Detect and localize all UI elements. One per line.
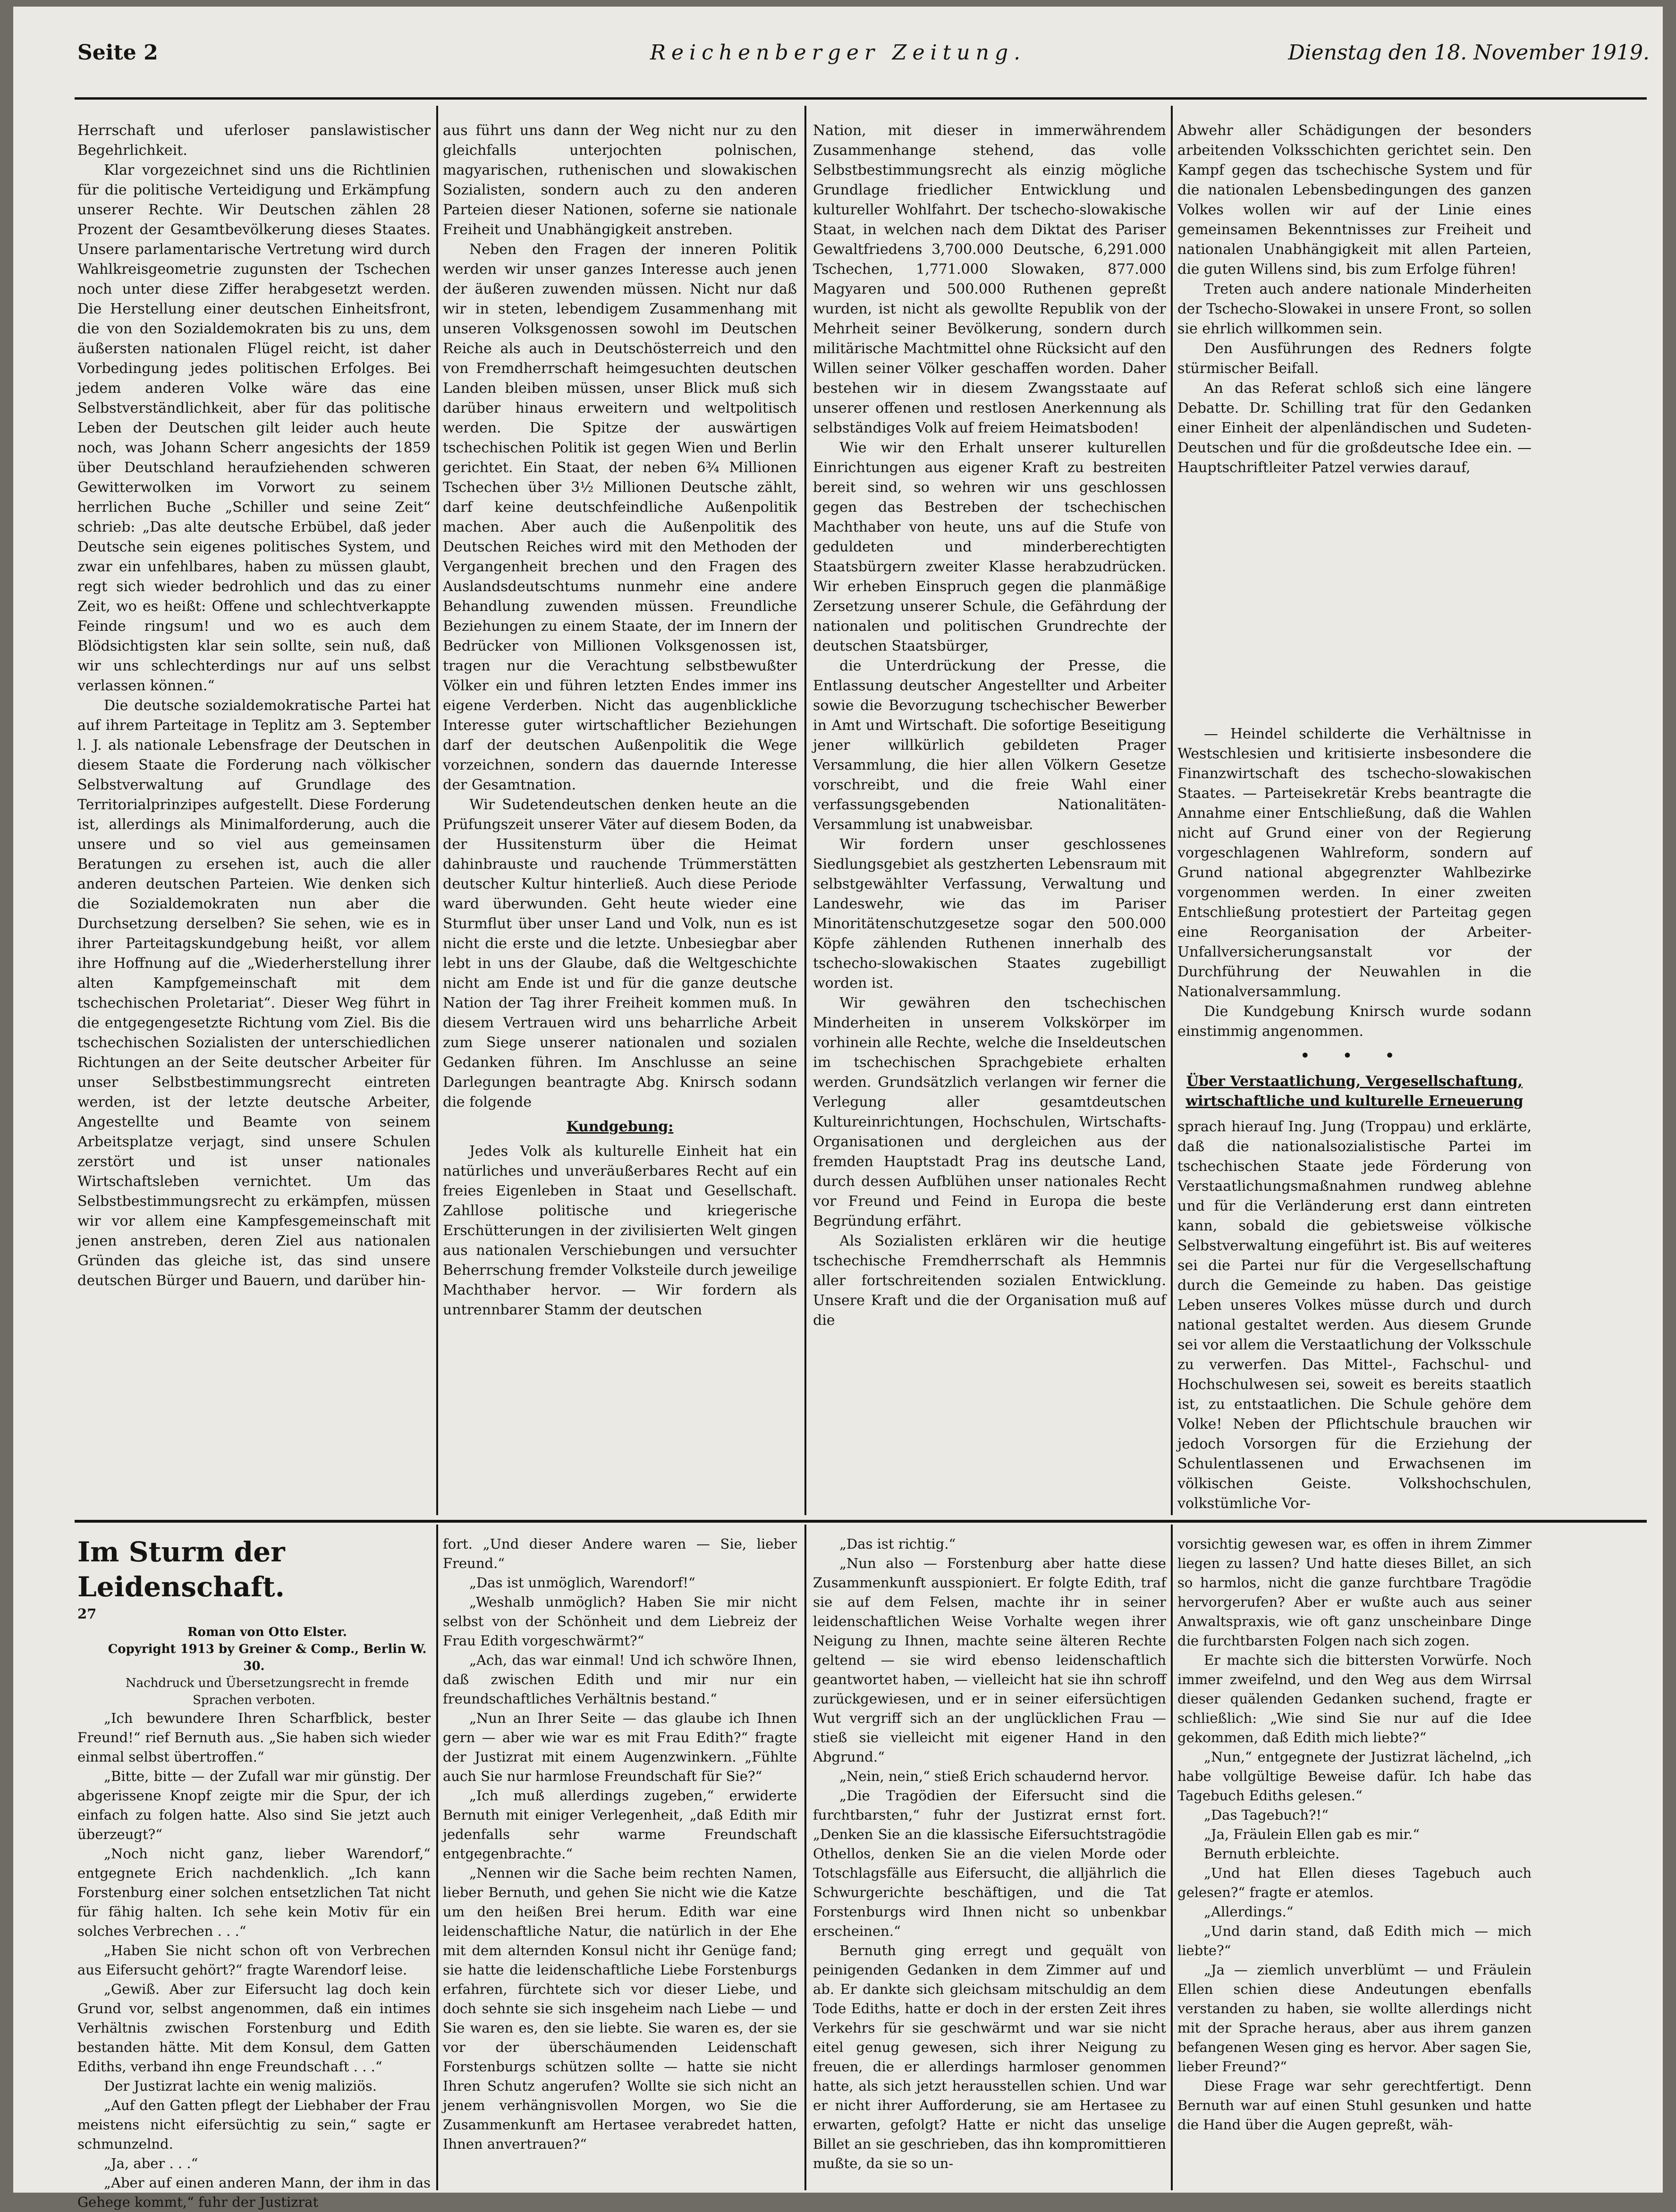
- paragraph: Wir fordern unser geschlossenes Siedlungsgebiet als gestzherten Lebensraum mit selbstgewählter Verfassung, Verwaltung und Landeswehr, wie das im Pariser Minoritätenschutzgesetze sogar den 500.000 Köpfe zählenden Ruthenen innerhalb des tschecho-slowakischen Staates zugebilligt worden ist.: [813, 836, 1166, 992]
- column-divider: [1171, 1525, 1173, 2190]
- paragraph: Nation, mit dieser in immerwährendem Zusammenhange stehend, das volle Selbstbestimmungsrecht als einzig mögliche Grundlage friedlicher Entwicklung und kultureller Wohlfahrt. Der tschecho-slowakische Staat, in welchen nach dem Diktat des Pariser Gewaltfriedens 3,700.000 Deutsche, 6,291.000 Tschechen, 1,771.000 Slowaken, 877.000 Magyaren und 500.000 Ruthenen gepreßt wurden, ist nicht als gewollte Republik von der Mehrheit seiner Bevölkerung, sondern durch militärische Machtmittel ohne Rücksicht auf den Willen seiner Völker geschaffen worden. Daher bestehen wir in diesem Zwangsstaate auf unserer offenen und restlosen Anerkennung als selbständiges Volk auf freiem Heimatsboden!: [813, 122, 1166, 436]
- section-heading: Über Verstaatlichung, Vergesellschaftung, wirtschaftliche und kulturelle Erneuerung: [1185, 1073, 1524, 1110]
- serial-column-1: [77, 1534, 431, 2210]
- column-divider: [436, 106, 438, 1515]
- paragraph: Neben den Fragen der inneren Politik werden wir unser ganzes Interesse auch jenen der äußeren zuwenden müssen. Nicht nur daß wir in steten, lebendigem Zusammenhang mit unseren Volksgenossen sowohl im Deutschen Reiche als auch in Deutschösterreich und den von Fremdherrschaft heimgesuchten deutschen Landen bleiben müssen, unser Blick muß sich darüber hinaus erweitern und weltpolitisch werden. Die Spitze der auswärtigen tschechischen Politik ist gegen Wien und Berlin gerichtet. Ein Staat, der neben 6¾ Millionen Tschechen über 3½ Millionen Deutsche zählt, darf keine deutschfeindliche Außenpolitik machen. Aber auch die Außenpolitik des Deutschen Reiches wird mit den Methoden der Vergangenheit brechen und den Fragen des Auslandsdeutschtums nunmehr eine andere Behandlung zuwenden müssen. Freundliche Beziehungen zu einem Staate, der im Innern der Bedrücker von Millionen Volksgenossen ist, tragen nur die Verachtung selbstbewußter Völker ein und führen letzten Endes immer ins eigene Verderben. Nicht das augenblickliche Interesse guter wirtschaftlicher Beziehungen darf der deutschen Außenpolitik die Wege vorzeichnen, sondern das dauernde Interesse der Gesamtnation.: [443, 241, 797, 793]
- paragraph: Klar vorgezeichnet sind uns die Richtlinien für die politische Verteidigung und Erkämpfung unserer Rechte. Wir Deutschen zählen 28 Prozent der Gesamtbevölkerung dieses Staates. Unsere parlamentarische Vertretung wird durch Wahlkreisgeometrie zugunsten der Tschechen noch unter diese Ziffer herabgesetzt werden. Die Herstellung einer deutschen Einheitsfront, die von den Sozialdemokraten bis zu uns, dem äußersten nationalen Flügel reicht, ist daher Vorbedingung jedes politischen Erfolges. Bei jedem anderen Volke wäre das eine Selbstverständlichkeit, aber für das politische Leben der Deutschen gilt leider auch heute noch, was Johann Scherr angesichts der 1859 über Deutschland heraufziehenden schweren Gewitterwolken im Vorwort zu seinem herrlichen Buche „Schiller und seine Zeit“ schrieb: „Das alte deutsche Erbübel, daß jeder Deutsche sein eigenes politisches System, und zwar ein unfehlbares, haben zu müssen glaubt, regt sich wieder bedrohlich und das zu einer Zeit, wo es heißt: Offene und schlechtverkappte Feinde ringsum! und wo es auch dem Blödsichtigsten klar sein sollte, sein nuß, daß wir uns schlechterdings nur auf uns selbst verlassen können.“: [77, 162, 431, 694]
- paragraph: „Und darin stand, daß Edith mich — mich liebte?“: [1177, 1923, 1532, 1958]
- paragraph: „Gewiß. Aber zur Eifersucht lag doch kein Grund vor, selbst angenommen, daß ein intimes Verhältnis zwischen Forstenburg und Edith bestanden hätte. Mit dem Konsul, dem Gatten Ediths, verband ihn enge Freundschaft . . .“: [77, 1981, 431, 2075]
- paragraph: „Nun,“ entgegnete der Justizrat lächelnd, „ich habe vollgültige Beweise dafür. Ich habe das Tagebuch Ediths gelesen.“: [1177, 1749, 1532, 1804]
- installment-number: 27: [77, 1606, 97, 1622]
- paragraph: Der Justizrat lachte ein wenig maliziös.: [104, 2078, 377, 2094]
- rights-notice: Nachdruck und Übersetzungsrecht in fremde Sprachen verboten.: [125, 1676, 409, 1707]
- paragraph: Die Kundgebung Knirsch wurde sodann einstimmig angenommen.: [1177, 1003, 1532, 1040]
- paragraph: Wir gewähren den tschechischen Minderheiten in unserem Volkskörper im vorhinein alle Rechte, welche die Inseldeutschen im tschechischen Sprachgebiete erhalten werden. Grundsätzlich verlangen wir ferner die Verlegung aller gesamtdeutschen Kultureinrichtungen, Hochschulen, Wirtschafts-Organisationen und dergleichen aus der fremden Hauptstadt Prag ins deutsche Land, durch dessen Aufblühen unser nationales Recht vor Freund und Feind in Europa die beste Begründung erfährt.: [813, 995, 1166, 1229]
- paragraph: Die deutsche sozialdemokratische Partei hat auf ihrem Parteitage in Teplitz am 3. September l. J. als nationale Lebensfrage der Deutschen in diesem Staate die Forderung nach völkischer Selbstverwaltung auf Grundlage des Territorialprinzipes aufgestellt. Diese Forderung ist, allerdings als Minimalforderung, auch die unsere und so viel aus gemeinsamen Beratungen zu ersehen ist, auch die aller anderen deutschen Parteien. Wie denken sich die Sozialdemokraten nun aber die Durchsetzung derselben? Sie sehen, wie es in ihrer Parteitagskundgebung heißt, vor allem ihre Hoffnung auf die „Wiederherstellung ihrer alten Kampfgemeinschaft mit dem tschechischen Proletariat“. Dieser Weg führt in die entgegengesetzte Richtung vom Ziel. Bis die tschechischen Sozialisten der unterschiedlichen Richtungen an der Seite deutscher Arbeiter für unser Selbstbestimmungsrecht eintreten werden, ist der letzte deutsche Arbeiter, Angestellte und Beamte von seinem Arbeitsplatze verjagt, sind unsere Schulen zerstört und ist unser nationales Wirtschaftsleben vernichtet. Um das Selbstbestimmungsrecht zu erkämpfen, müssen wir vor allem eine Kampfesgemeinschaft mit jenen anstreben, deren Ziel aus nationalen Gründen das gleiche ist, das sind unsere deutschen Bürger und Bauern, und darüber hin-: [77, 697, 431, 1289]
- paragraph: „Haben Sie nicht schon oft von Verbrechen aus Eifersucht gehört?“ fragte Warendorf leise.: [77, 1942, 431, 1978]
- paragraph: „Weshalb unmöglich? Haben Sie mir nicht selbst von der Schönheit und dem Liebreiz der Frau Edith vorgeschwärmt?“: [443, 1594, 797, 1649]
- paragraph: Herrschaft und uferloser panslawistischer Begehrlichkeit.: [77, 122, 431, 159]
- serial-title: Im Sturm der Leidenschaft.: [77, 1536, 285, 1603]
- paragraph: „Nun also — Forstenburg aber hatte diese Zusammenkunft ausspioniert. Er folgte Edith, traf sie auf dem Felsen, machte ihr in seiner leidenschaftlichen Weise Vorhalte wegen ihrer Neigung zu Ihnen, machte seine älteren Rechte geltend — sie wird ebenso leidenschaftlich geantwortet haben, — vielleicht hat sie ihn schroff zurückgewiesen, und er in seiner eifersüchtigen Wut vergriff sich an der unglücklichen Frau — stieß sie vielleicht mit eigener Hand in den Abgrund.“: [813, 1555, 1166, 1765]
- paragraph: „Ja, aber . . .“: [104, 2155, 198, 2171]
- paragraph: Den Ausführungen des Redners folgte stürmischer Beifall.: [1177, 340, 1532, 377]
- paragraph: „Nein, nein,“ stieß Erich schaudernd hervor.: [839, 1768, 1150, 1784]
- paragraph: fort. „Und dieser Andere waren — Sie, lieber Freund.“: [443, 1536, 797, 1571]
- paragraph: Wie wir den Erhalt unserer kulturellen Einrichtungen aus eigener Kraft zu bestreiten bereit sind, so wehren wir uns geschlossen gegen das Bestreben der tschechischen Machthaber von heute, uns auf die Stufe von geduldeten und minderberechtigten Staatsbürgern zweiter Klasse herabzudrücken. Wir erheben Einspruch gegen die planmäßige Zersetzung unserer Schule, die Gefährdung der nationalen und politischen Grundrechte der deutschen Staatsbürger,: [813, 440, 1166, 654]
- paragraph: „Auf den Gatten pflegt der Liebhaber der Frau meistens nicht eifersüchtig zu sein,“ sagte er schmunzelnd.: [77, 2097, 431, 2152]
- section-rule: [75, 1520, 1647, 1523]
- paragraph: Jedes Volk als kulturelle Einheit hat ein natürliches und unveräußerbares Recht auf ein freies Eigenleben in Staat und Gesellschaft. Zahllose politische und kriegerische Erschütterungen in der zivilisierten Welt gingen aus nationalen Verschiebungen und versuchter Beherrschung fremder Volksteile durch jeweilige Machthaber hervor. — Wir fordern als untrennbarer Stamm der deutschen: [443, 1143, 797, 1318]
- paragraph: „Ja, Fräulein Ellen gab es mir.“: [1204, 1826, 1420, 1842]
- paragraph: die Unterdrückung der Presse, die Entlassung deutscher Angestellter und Arbeiter sowie die Bevorzugung tschechischer Bewerber in Amt und Wirtschaft. Die sofortige Beseitigung jener willkürlich gebildeten Prager Versammlung, die hier allen Völkern Gesetze vorschreibt, und die freie Wahl einer verfassungsgebenden Nationalitäten-Versammlung ist unabweisbar.: [813, 658, 1166, 833]
- column-divider: [1171, 106, 1173, 1515]
- paragraph: „Ich bewundere Ihren Scharfblick, bester Freund!“ rief Bernuth aus. „Sie haben sich wieder einmal selbst übertroffen.“: [77, 1710, 431, 1765]
- newspaper-title: Reichenberger Zeitung.: [650, 41, 1026, 65]
- column-divider: [804, 106, 806, 1515]
- serial-author: Roman von Otto Elster.: [187, 1625, 347, 1639]
- serial-column-3: [813, 1534, 1166, 2188]
- article-column-2: [443, 121, 797, 1514]
- serial-column-2: [443, 1534, 797, 2188]
- paragraph: Diese Frage war sehr gerechtfertigt. Denn Bernuth war auf einen Stuhl gesunken und hatte die Hand über die Augen gepreßt, wäh-: [1177, 2078, 1532, 2133]
- paragraph: „Aber auf einen anderen Mann, der ihm in das Gehege kommt,“ fuhr der Justizrat: [77, 2175, 431, 2210]
- newspaper-page: [13, 7, 1663, 2210]
- column-divider: [804, 1525, 806, 2190]
- paragraph: „Ach, das war einmal! Und ich schwöre Ihnen, daß zwischen Edith und mir nur ein freundschaftliches Verhältnis bestand.“: [443, 1652, 797, 1707]
- paragraph: „Nennen wir die Sache beim rechten Namen, lieber Bernuth, und gehen Sie nicht wie die Katze um den heißen Brei herum. Edith war eine leidenschaftliche Natur, die natürlich in der Ehe mit dem alternden Konsul nicht ihr Genüge fand; sie hatte die leidenschaftliche Liebe Forstenburgs erfahren, fürchtete sich vor dieser Liebe, und doch sehnte sie sich insgeheim nach Liebe — und Sie waren es, den sie liebte. Sie waren es, der sie vor der überschäumenden Leidenschaft Forstenburgs schützen sollte — hatte sie nicht Ihren Schutz angerufen? Wollte sie sich nicht an jenem verhängnisvollen Morgen, wo Sie die Zusammenkunft am Hertasee verabredet hatten, Ihnen anvertrauen?“: [443, 1865, 797, 2152]
- paragraph: Bernuth ging erregt und gequält von peinigenden Gedanken in dem Zimmer auf und ab. Er dankte sich gleichsam mitschuldig an dem Tode Ediths, hatte er doch in der ersten Zeit ihres Verkehrs für sie geschwärmt und war sie nicht eitel genug gewesen, sich ihrer Neigung zu freuen, die er allerdings harmloser genommen hatte, als sich jetzt herausstellen schien. Und war er nicht ihrer Aufforderung, sie am Hertasee zu erwarten, gefolgt? Hatte er nicht das unselige Billet an sie geschrieben, das ihn kompromittieren mußte, da sie so un-: [813, 1942, 1166, 2171]
- paragraph: „Und hat Ellen dieses Tagebuch auch gelesen?“ fragte er atemlos.: [1177, 1865, 1532, 1900]
- paragraph: „Ich muß allerdings zugeben,“ erwiderte Bernuth mit einiger Verlegenheit, „daß Edith mir jedenfalls sehr warme Freundschaft entgegenbrachte.“: [443, 1788, 797, 1862]
- paragraph: „Das Tagebuch?!“: [1204, 1807, 1329, 1823]
- issue-date: Dienstag den 18. November 1919.: [1288, 41, 1650, 65]
- paragraph: sprach hierauf Ing. Jung (Troppau) und erklärte, daß die nationalsozialistische Partei im tschechischen Staate jede Förderung von Verstaatlichungsmaßnahmen rundweg ablehne und für die Verländerung erst dann eintreten kann, sobald die gebietsweise völkische Selbstverwaltung eingeführt ist. Bis auf weiteres sei die Partei nur für die Vergesellschaftung durch die Gemeinde zu haben. Das geistige Leben unseres Volkes müsse durch und durch national gestaltet werden. Aus diesem Grunde sei vor allem die Verstaatlichung der Volksschule zu verwerfen. Das Mittel-, Fachschul- und Hochschulwesen sei, soweit es bereits staatlich ist, zu entstaatlichen. Die Schule gehöre dem Volke! Neben der Pflichtschule brauchen wir jedoch Vorsorgen für die Erziehung der Schulentlassenen und Erwachsenen im völkischen Geiste. Volkshochschulen, volkstümliche Vor-: [1177, 1119, 1532, 1512]
- section-separator: • • •: [1300, 1048, 1409, 1064]
- paragraph: „Nun an Ihrer Seite — das glaube ich Ihnen gern — aber wie war es mit Frau Edith?“ fragte der Justizrat mit einem Augenzwinkern. „Fühlte auch Sie nur harmlose Freundschaft für Sie?“: [443, 1710, 797, 1784]
- header-rule: [75, 97, 1647, 100]
- paragraph: „Das ist richtig.“: [839, 1536, 956, 1552]
- paragraph: „Noch nicht ganz, lieber Warendorf,“ entgegnete Erich nachdenklich. „Ich kann Forstenburg einer solchen entsetzlichen Tat nicht für fähig halten. Ich sehe kein Motiv für ein solches Verbrechen . . .“: [77, 1846, 431, 1939]
- paragraph: Bernuth erbleichte.: [1204, 1846, 1340, 1862]
- paragraph: Wir Sudetendeutschen denken heute an die Prüfungszeit unserer Väter auf diesem Boden, da der Hussitensturm über die Heimat dahinbrauste und rauchende Trümmerstätten deutscher Kultur hinterließ. Auch diese Periode ward überwunden. Geht heute wieder eine Sturmflut über unser Land und Volk, nun es ist nicht die erste und die letzte. Unbesiegbar aber lebt in uns der Glaube, daß die Weltgeschichte nicht am Ende ist und für die ganze deutsche Nation der Tag ihrer Freiheit kommen muß. In diesem Vertrauen wird uns beharrliche Arbeit zum Siege unserer nationalen und sozialen Gedanken führen. Im Anschlusse an seine Darlegungen beantragte Abg. Knirsch sodann die folgende: [443, 797, 797, 1110]
- copyright-notice: Copyright 1913 by Greiner & Comp., Berlin W. 30.: [108, 1642, 427, 1673]
- paragraph: Abwehr aller Schädigungen der besonders arbeitenden Volksschichten gerichtet sein. Den Kampf gegen das tschechische System und für die nationalen Lebensbedingungen des ganzen Volkes wollen wir auf der Linie eines gemeinsamen Bekenntnisses zur Freiheit und nationalen Unabhängigkeit mit allen Parteien, die guten Willens sind, bis zum Erfolge führen!: [1177, 122, 1532, 278]
- paragraph: Er machte sich die bittersten Vorwürfe. Noch immer zweifelnd, und den Weg aus dem Wirrsal dieser quälenden Gedanken suchend, fragte er schließlich: „Wie sind Sie nur auf die Idee gekommen, daß Edith mich liebte?“: [1177, 1652, 1532, 1746]
- paragraph: aus führt uns dann der Weg nicht nur zu den gleichfalls unterjochten polnischen, magyarischen, ruthenischen und slowakischen Sozialisten, sondern auch zu den anderen Parteien dieser Nationen, soferne sie nationale Freiheit und Unabhängigkeit anstreben.: [443, 122, 797, 238]
- paragraph: vorsichtig gewesen war, es offen in ihrem Zimmer liegen zu lassen? Und hatte dieses Billet, an sich so harmlos, nicht die ganze furchtbare Tragödie hervorgerufen? Aber er wußte auch aus seiner Anwaltspraxis, wie oft ganz unscheinbare Dinge die furchtbarsten Folgen nach sich zogen.: [1177, 1536, 1532, 1649]
- serial-column-4: [1177, 1534, 1532, 2188]
- paragraph: An das Referat schloß sich eine längere Debatte. Dr. Schilling trat für den Gedanken einer Einheit der alpenländischen und Sudeten-Deutschen und für die großdeutsche Idee ein. — Hauptschriftleiter Patzel verwies darauf,: [1177, 380, 1532, 476]
- paragraph: „Bitte, bitte — der Zufall war mir günstig. Der abgerissene Knopf zeigte mir die Spur, der ich einfach zu folgen hatte. Also sind Sie jetzt auch überzeugt?“: [77, 1768, 431, 1842]
- article-column-1: [77, 121, 431, 1514]
- page-number: Seite 2: [77, 41, 158, 65]
- paragraph: — Heindel schilderte die Verhältnisse in Westschlesien und kritisierte insbesondere die Finanzwirtschaft des tschecho-slowakischen Staates. — Parteisekretär Krebs beantragte die Annahme einer Entschließung, daß die Wahlen nicht auf Grund einer von der Regierung vorgeschlagenen Wahlreform, sondern auf Grund national abgegrenzter Wahlbezirke vorgenommen werden. In einer zweiten Entschließung protestiert der Parteitag gegen eine Reorganisation der Arbeiter-Unfallversicherungsanstalt vor der Durchführung der Neuwahlen in die Nationalversammlung.: [1177, 726, 1532, 1000]
- paragraph: „Allerdings.“: [1204, 1904, 1294, 1920]
- section-heading: Kundgebung:: [566, 1119, 674, 1135]
- paragraph: „Die Tragödien der Eifersucht sind die furchtbarsten,“ fuhr der Justizrat ernst fort. „Denken Sie an die klassische Eifersuchtstragödie Othellos, denken Sie an die vielen Morde oder Totschlagsfälle aus Eifersucht, die alljährlich die Schwurgerichte beschäftigen, und die Tat Forstenburgs wird Ihnen nicht so unbenkbar erscheinen.“: [813, 1788, 1166, 1939]
- article-column-4-top: [1177, 121, 1532, 697]
- column-divider: [436, 1525, 438, 2190]
- paragraph: „Ja — ziemlich unverblümt — und Fräulein Ellen schien diese Andeutungen ebenfalls verstanden zu haben, sie wollte allerdings nicht mit der Sprache heraus, aber aus ihrem ganzen befangenen Wesen ging es hervor. Aber sagen Sie, lieber Freund?“: [1177, 1962, 1532, 2075]
- article-column-4-bottom: [1177, 724, 1532, 1514]
- paragraph: Treten auch andere nationale Minderheiten der Tschecho-Slowakei in unsere Front, so sollen sie ehrlich willkommen sein.: [1177, 281, 1532, 337]
- article-column-3: [813, 121, 1166, 1514]
- paragraph: „Das ist unmöglich, Warendorf!“: [469, 1575, 695, 1591]
- paragraph: Als Sozialisten erklären wir die heutige tschechische Fremdherrschaft als Hemmnis aller fortschreitenden sozialen Entwicklung. Unsere Kraft und die der Organisation muß auf die: [813, 1233, 1166, 1329]
